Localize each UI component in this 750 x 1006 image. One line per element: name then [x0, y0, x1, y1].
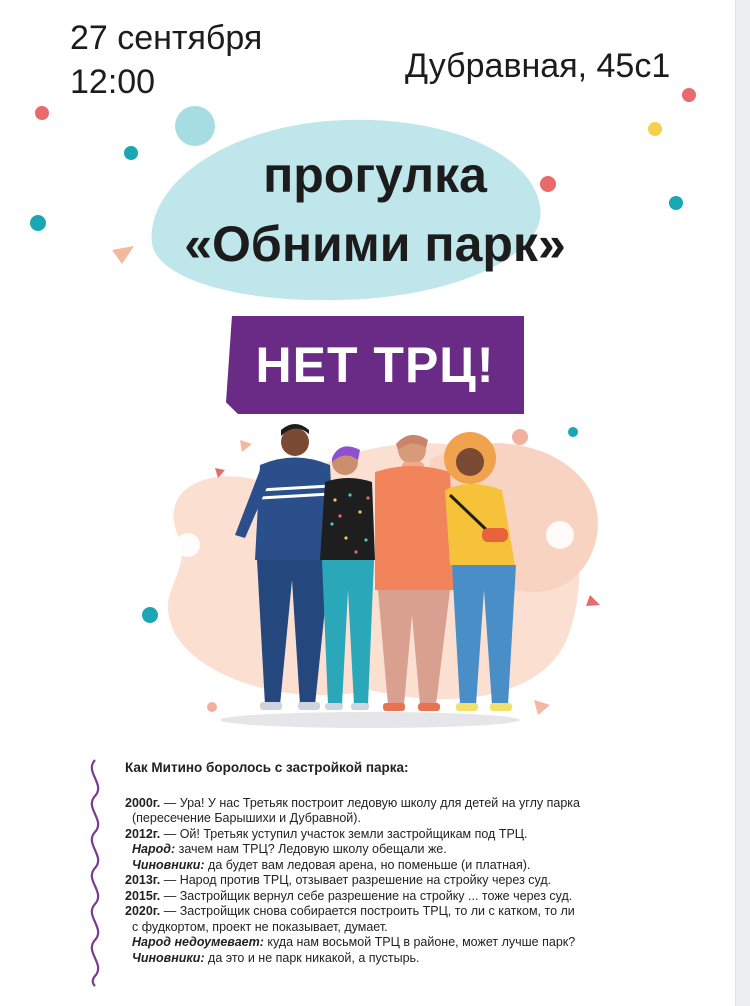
- history-line-label: 2000г.: [125, 795, 161, 810]
- decor-dot: [682, 88, 696, 102]
- history-line-label: 2013г.: [125, 873, 161, 887]
- event-address: Дубравная, 45с1: [405, 47, 671, 85]
- history-line-label: 2020г.: [125, 904, 161, 918]
- history-line-text: — Ой! Третьяк уступил участок земли застройщикам под ТРЦ.: [160, 826, 528, 841]
- history-lines: [125, 796, 685, 967]
- title-line-1: прогулка: [263, 147, 487, 203]
- history-line-label: Народ недоумевает:: [132, 935, 264, 949]
- history-line-label: Чиновники:: [132, 950, 205, 965]
- history-line: [125, 904, 685, 920]
- history-block: [125, 760, 685, 966]
- history-line: [125, 796, 685, 812]
- event-time: 12:00: [70, 63, 156, 101]
- history-line-text: с фудкортом, проект не показывает, думает.: [132, 919, 388, 934]
- decor-squiggle: [84, 758, 106, 988]
- history-line-label: Чиновники:: [132, 857, 205, 872]
- history-line-text: — Застройщик вернул себе разрешение на стройку ... тоже через суд.: [160, 888, 573, 903]
- history-line-label: 2012г.: [125, 826, 161, 841]
- people-illustration: [120, 420, 620, 740]
- banner-text: НЕТ ТРЦ!: [255, 337, 495, 393]
- history-line-text: — Застройщик снова собирается построить ТРЦ, то ли с катком, то ли: [160, 904, 575, 918]
- history-line: [125, 873, 685, 889]
- history-line-text: — Народ против ТРЦ, отзывает разрешение на стройку через суд.: [160, 873, 552, 887]
- history-line-label: 2015г.: [125, 888, 161, 903]
- history-line-label: Народ:: [132, 842, 176, 856]
- history-line: [125, 889, 685, 905]
- history-heading: Как Митино боролось с застройкой парка:: [125, 760, 409, 775]
- history-line: [125, 951, 685, 967]
- event-date: 27 сентября: [70, 19, 263, 57]
- history-line: [125, 827, 685, 843]
- history-line: [125, 858, 685, 874]
- history-line: [125, 920, 685, 936]
- history-line: [125, 811, 685, 827]
- decor-dot: [648, 122, 662, 136]
- title-line-2: «Обними парк»: [184, 216, 566, 272]
- history-line-text: зачем нам ТРЦ? Ледовую школу обещали же.: [175, 842, 447, 856]
- history-line-text: да это и не парк никакой, а пустырь.: [204, 950, 420, 965]
- decor-dot: [35, 106, 49, 120]
- history-line-text: куда нам восьмой ТРЦ в районе, может лучше парк?: [263, 935, 576, 949]
- history-line: [125, 935, 685, 951]
- decor-dot: [175, 106, 215, 146]
- history-line-text: — Ура! У нас Третьяк построит ледовую школу для детей на углу парка: [160, 795, 580, 810]
- history-line-text: (пересечение Барышихи и Дубравной).: [132, 811, 361, 825]
- history-line-text: да будет вам ледовая арена, но поменьше (и платная).: [204, 857, 531, 872]
- history-line: [125, 842, 685, 858]
